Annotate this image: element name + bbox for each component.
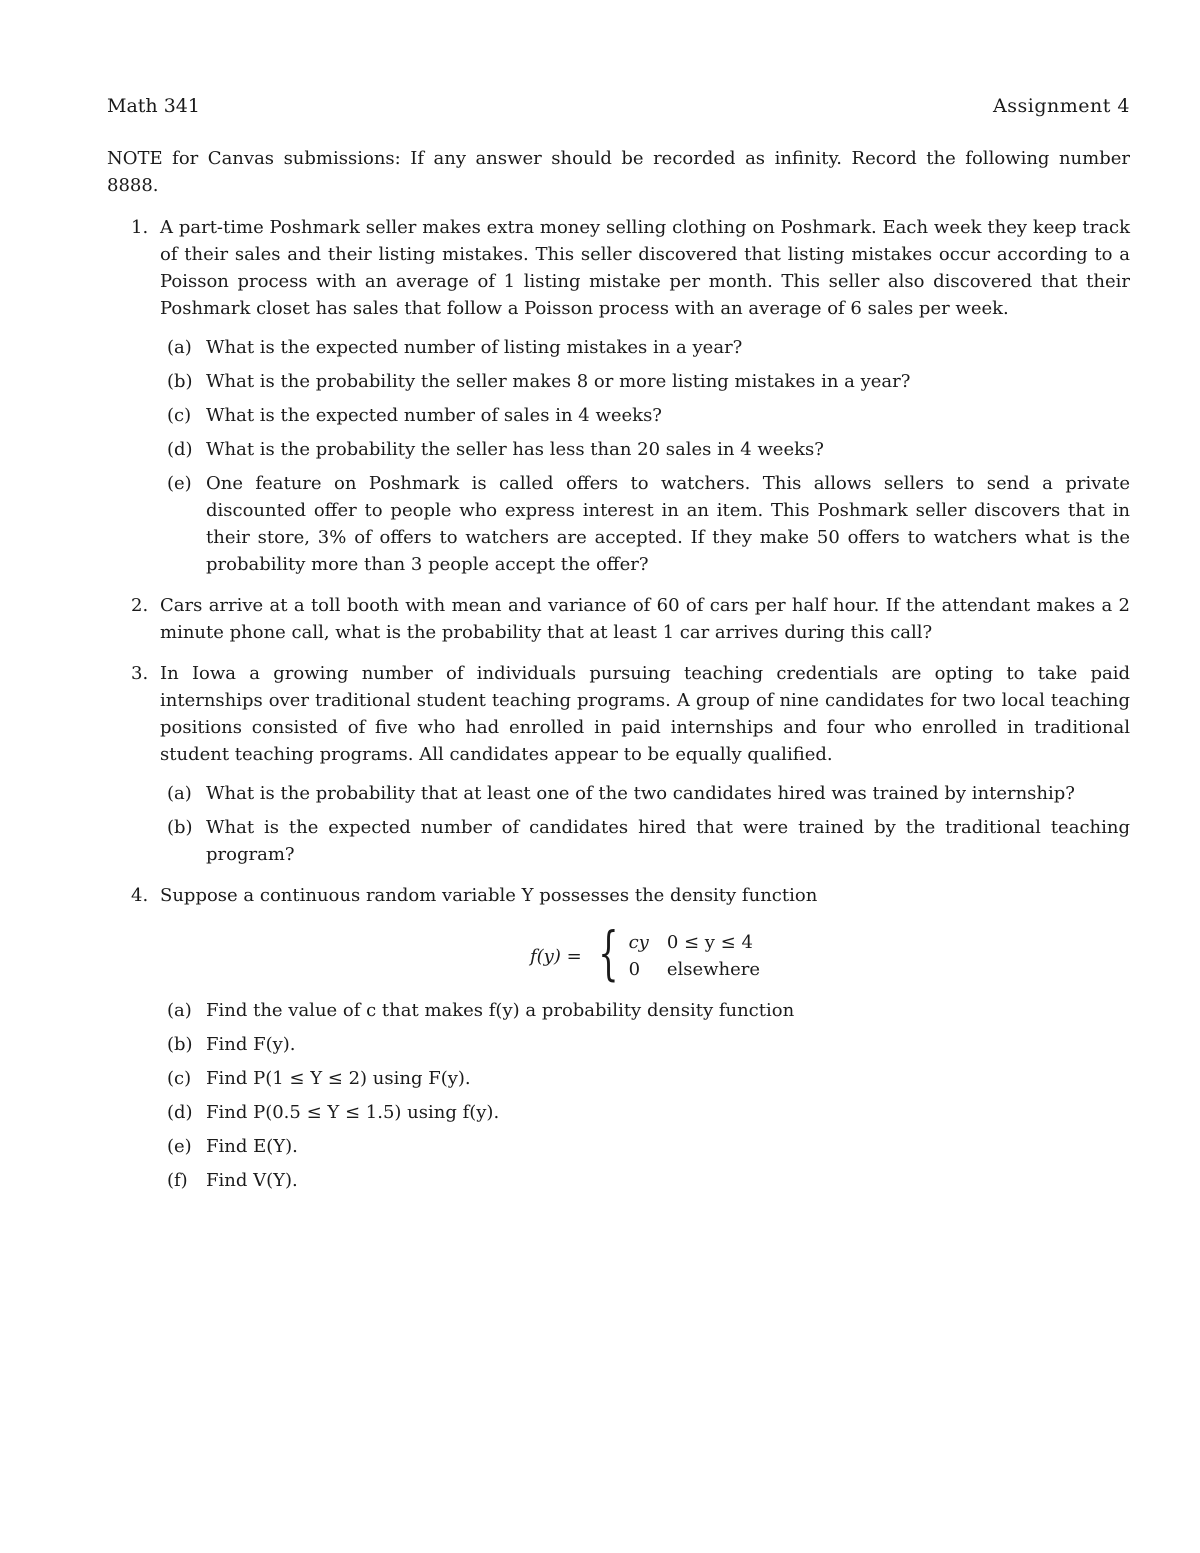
part-text: What is the probability that at least one of the two candidates hired was trained by internship? bbox=[206, 783, 1075, 804]
part-label: (a) bbox=[167, 1000, 192, 1021]
part-text: Find the value of c that makes f(y) a probability density function bbox=[206, 1000, 795, 1021]
part-label: (f) bbox=[167, 1170, 188, 1191]
part-text: Find E(Y). bbox=[206, 1136, 298, 1157]
part-label: (d) bbox=[167, 1102, 193, 1123]
part-item bbox=[160, 814, 1130, 868]
case1-expression: cy bbox=[628, 932, 649, 953]
case2-condition: elsewhere bbox=[666, 959, 761, 980]
problem-list bbox=[107, 214, 1130, 1194]
problem-text: In Iowa a growing number of individuals pursuing teaching credentials are opting to take paid internships over traditional student teaching programs. A group of nine candidates for two local teaching positions consisted of five who had enrolled in paid internships and four who enrolled in traditional student teaching programs. All candidates appear to be equally qualified. bbox=[160, 663, 1130, 765]
problem-text: Suppose a continuous random variable Y possesses the density function bbox=[160, 885, 818, 906]
part-label: (c) bbox=[167, 405, 192, 426]
problem-text: Cars arrive at a toll booth with mean and variance of 60 of cars per half hour. If the attendant makes a 2 minute phone call, what is the probability that at least 1 car arrives during this call? bbox=[160, 595, 1130, 643]
part-text: Find V(Y). bbox=[206, 1170, 298, 1191]
equation-lhs: f(y) = bbox=[529, 945, 582, 967]
part-text: What is the expected number of sales in 4 weeks? bbox=[206, 405, 662, 426]
problem-item bbox=[107, 214, 1130, 578]
density-equation bbox=[160, 919, 1130, 987]
part-item bbox=[160, 1167, 1130, 1194]
part-item bbox=[160, 470, 1130, 578]
part-item bbox=[160, 997, 1130, 1024]
part-text: What is the probability the seller makes 8 or more listing mistakes in a year? bbox=[206, 371, 911, 392]
assignment-title: Assignment 4 bbox=[993, 95, 1130, 117]
problem-item bbox=[107, 592, 1130, 646]
document-page bbox=[107, 93, 1130, 1208]
part-text: What is the probability the seller has less than 20 sales in 4 weeks? bbox=[206, 439, 824, 460]
part-item bbox=[160, 1133, 1130, 1160]
equation-cases bbox=[629, 929, 760, 983]
problem-number: 4. bbox=[131, 885, 149, 906]
part-list bbox=[160, 997, 1130, 1194]
part-item bbox=[160, 334, 1130, 361]
problem-number: 2. bbox=[131, 595, 149, 616]
part-text: Find F(y). bbox=[206, 1034, 296, 1055]
canvas-note: NOTE for Canvas submissions: If any answer should be recorded as infinity. Record the following number 8888. bbox=[107, 148, 1130, 196]
part-text: One feature on Poshmark is called offers to watchers. This allows sellers to send a private discounted offer to people who express interest in an item. This Poshmark seller discovers that in their store, 3% of offers to watchers are accepted. If they make 50 offers to watchers what is the probability more than 3 people accept the offer? bbox=[206, 473, 1130, 575]
part-item bbox=[160, 402, 1130, 429]
part-label: (b) bbox=[167, 1034, 193, 1055]
problem-number: 1. bbox=[131, 217, 149, 238]
part-item bbox=[160, 368, 1130, 395]
problem-item bbox=[107, 660, 1130, 868]
part-item bbox=[160, 780, 1130, 807]
part-label: (a) bbox=[167, 337, 192, 358]
part-text: Find P(1 ≤ Y ≤ 2) using F(y). bbox=[206, 1068, 471, 1089]
part-list bbox=[160, 780, 1130, 868]
part-text: Find P(0.5 ≤ Y ≤ 1.5) using f(y). bbox=[206, 1102, 500, 1123]
problem-text: A part-time Poshmark seller makes extra money selling clothing on Poshmark. Each week they keep track of their sales and their listing mistakes. This seller discovered that listing mistakes occur according to a Poisson process with an average of 1 listing mistake per month. This seller also discovered that their Poshmark closet has sales that follow a Poisson process with an average of 6 sales per week. bbox=[160, 217, 1130, 319]
problem-item bbox=[107, 882, 1130, 1194]
part-label: (d) bbox=[167, 439, 193, 460]
part-label: (c) bbox=[167, 1068, 192, 1089]
part-item bbox=[160, 436, 1130, 463]
course-title: Math 341 bbox=[107, 95, 200, 117]
case2-expression: 0 bbox=[628, 959, 641, 980]
part-item bbox=[160, 1065, 1130, 1092]
case1-condition: 0 ≤ y ≤ 4 bbox=[666, 932, 753, 953]
part-text: What is the expected number of candidates hired that were trained by the traditional teaching program? bbox=[206, 817, 1130, 865]
page-header bbox=[107, 93, 1130, 123]
part-item bbox=[160, 1031, 1130, 1058]
part-label: (a) bbox=[167, 783, 192, 804]
part-item bbox=[160, 1099, 1130, 1126]
part-label: (b) bbox=[167, 371, 193, 392]
part-label: (b) bbox=[167, 817, 193, 838]
left-brace-icon: { bbox=[597, 919, 619, 987]
part-label: (e) bbox=[167, 473, 192, 494]
part-list bbox=[160, 334, 1130, 578]
part-text: What is the expected number of listing mistakes in a year? bbox=[206, 337, 743, 358]
problem-number: 3. bbox=[131, 663, 149, 684]
part-label: (e) bbox=[167, 1136, 192, 1157]
